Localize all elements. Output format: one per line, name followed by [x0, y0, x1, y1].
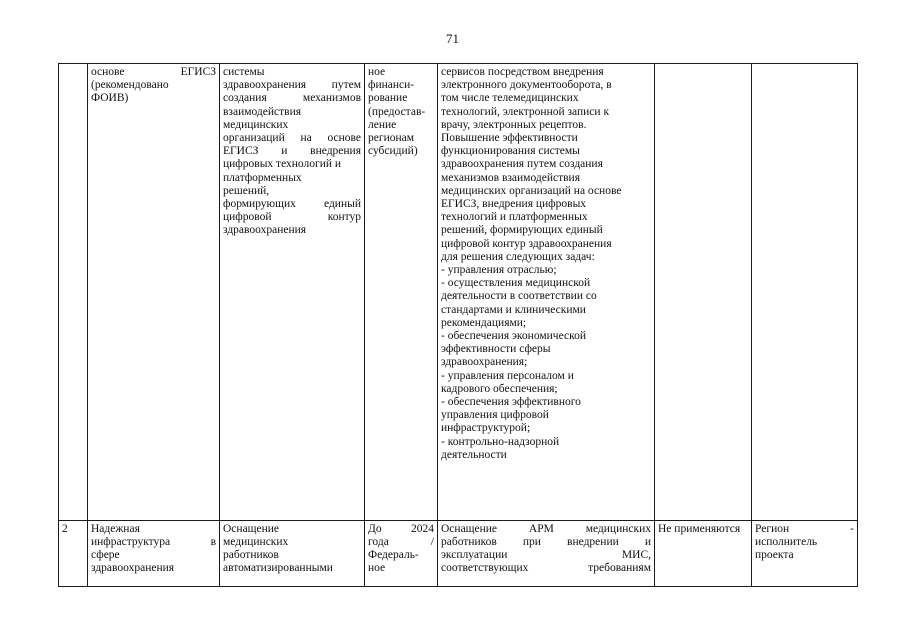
cell-goal: системы здравоохранения путем создания механизмов взаимодействия медицинских организаций на основе ЕГИСЗ и внедрения цифровых технологий и платформенных решений, формирующих единый цифровой контур здравоохранения: [220, 64, 365, 521]
cell-name: Надежная инфраструктура в сфере здравоохранения: [88, 520, 220, 586]
table-row: [59, 64, 858, 521]
cell-description: Оснащение АРМ медицинских работников при внедрении и эксплуатации МИС, соответствующих требованиям: [438, 520, 655, 586]
measures-table: [58, 63, 858, 587]
cell-applicability: [655, 64, 752, 521]
page-number: 71: [446, 31, 459, 46]
cell-term: ное финанси- рование (предостав- ление регионам субсидий): [365, 64, 438, 521]
cell-number: [59, 64, 88, 521]
cell-number: 2: [59, 520, 88, 586]
cell-name: основе ЕГИСЗ (рекомендовано ФОИВ): [88, 64, 220, 521]
cell-executor: [752, 64, 858, 521]
cell-applicability: Не применяются: [655, 520, 752, 586]
table-row: [59, 520, 858, 586]
cell-executor: Регион - исполнитель проекта: [752, 520, 858, 586]
cell-description: сервисов посредством внедрения электронного документооборота, в том числе телемедицинских технологий, электронной записи к врачу, электронных рецептов. Повышение эффективности функционирования системы здравоохранения путем создания механизмов взаимодействия медицинских организаций на основе ЕГИСЗ, внедрения цифровых технологий и платформенных решений, формирующих единый цифровой контур здравоохранения для решения следующих задач: - управления отраслью; - осуществления медицинской деятельности в соответствии со стандартами и клиническими рекомендациями; - обеспечения экономической эффективности сферы здравоохранения; - управления персоналом и кадрового обеспечения; - обеспечения эффективного управления цифровой инфраструктурой; - контрольно-надзорной деятельности: [438, 64, 655, 521]
cell-goal: Оснащение медицинских работников автоматизированными: [220, 520, 365, 586]
cell-term: До 2024 года / Федераль- ное: [365, 520, 438, 586]
